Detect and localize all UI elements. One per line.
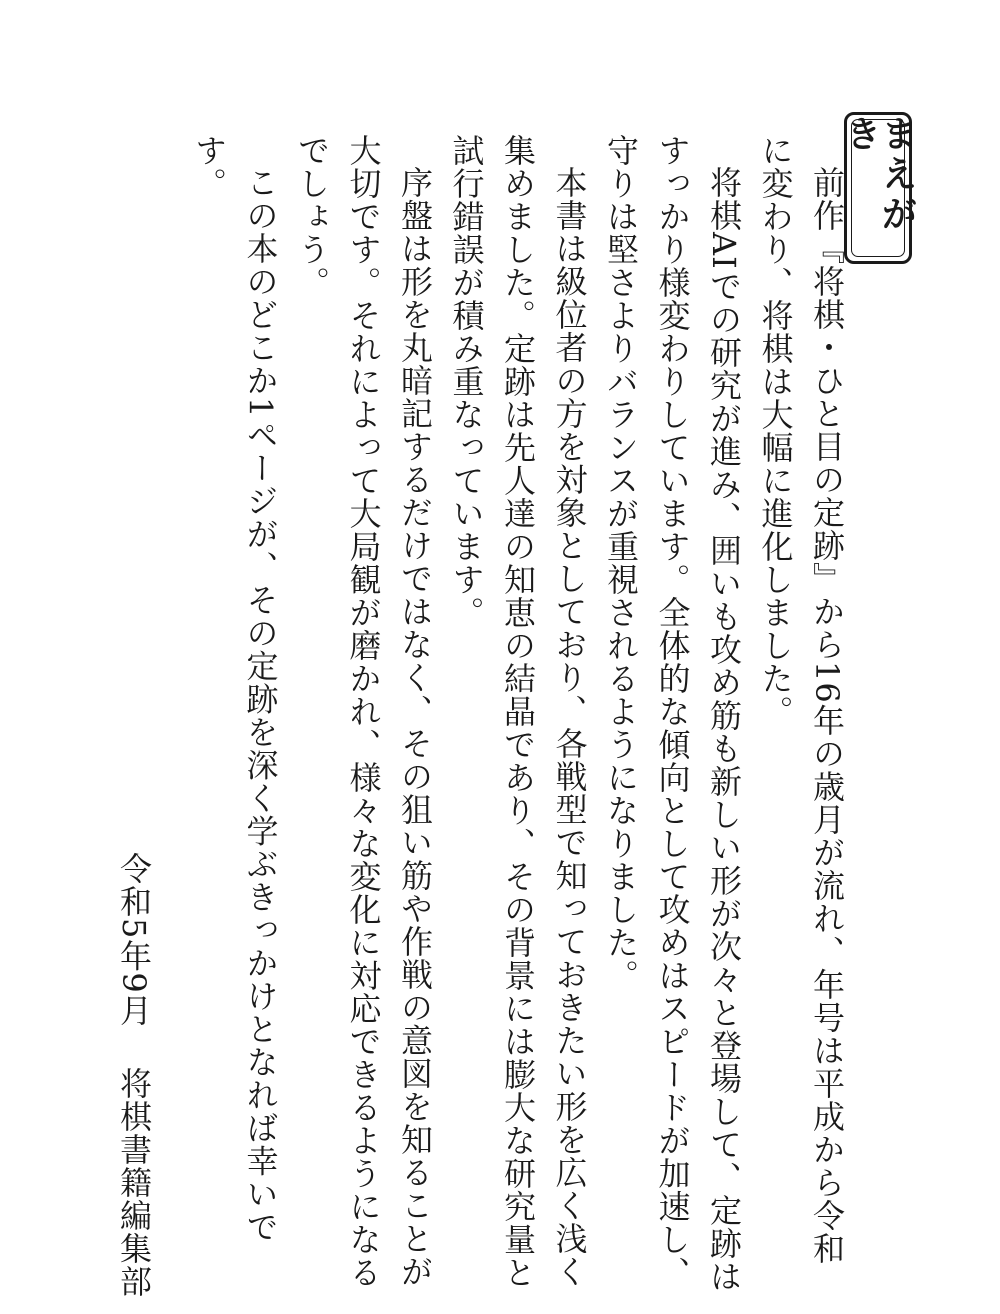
paragraph-4: 序盤は形を丸暗記するだけではなく、その狙い筋や作戦の意図を知ることが大切です。それによって大局観が磨かれ、様々な変化に対応できるようになるでしょう。 — [293, 134, 434, 1289]
preface-body — [183, 134, 853, 1294]
paragraph-2: 将棋AIでの研究が進み、囲いも攻め筋も新しい形が次々と登場して、定跡はすっかり様変わりしています。全体的な傾向として攻めはスピードが加速し、守りは堅さよりバランスが重視されるようになりました。 — [602, 134, 743, 1293]
paragraph-3: 本書は級位者の方を対象としており、各戦型で知っておきたい形を広く浅く集めました。定跡は先人達の知恵の結晶であり、その背景には膨大な研究量と試行錯誤が積み重なっています。 — [447, 134, 589, 1289]
author-text: 将棋書籍編集部 — [115, 1066, 153, 1298]
heading-cartouche — [840, 112, 917, 264]
date-text: 令和5年9月 — [115, 852, 153, 1027]
signature-line — [108, 852, 159, 1298]
paragraph-5: この本のどこか1ページが、その定跡を深く学ぶきっかけとなれば幸いです。 — [190, 134, 280, 1244]
paragraph-1: 前作『将棋・ひと目の定跡』から16年の歳月が流れ、年号は平成から令和に変わり、将棋は大幅に進化しました。 — [756, 134, 846, 1265]
page-heading: まえがき — [840, 115, 917, 235]
